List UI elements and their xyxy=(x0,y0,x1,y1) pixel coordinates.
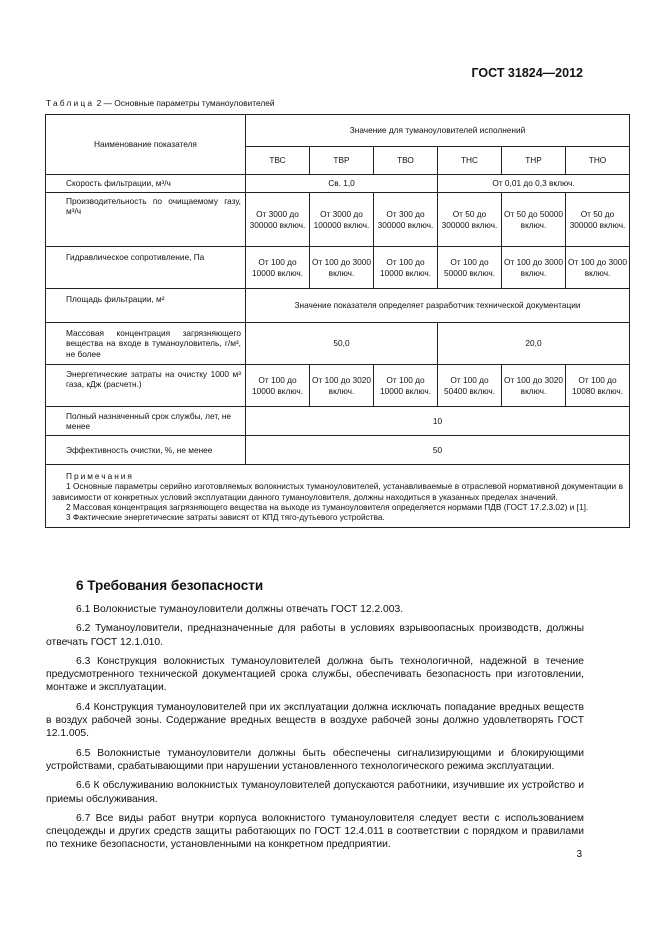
row-name: Скорость фильтрации, м³/ч xyxy=(46,175,246,193)
cell-value: От 50 до 300000 включ. xyxy=(438,193,502,247)
paragraph: 6.6 К обслуживанию волокнистых туманоуловителей допускаются работники, изучившие их устройство и приемы обслуживания. xyxy=(46,780,584,805)
standard-designation: ГОСТ 31824—2012 xyxy=(471,66,583,80)
cell-value: От 100 до 10000 включ. xyxy=(374,247,438,289)
version-header: ТНР xyxy=(502,147,566,175)
section-title: 6 Требования безопасности xyxy=(76,578,264,593)
row-name: Производительность по очищаемому газу, м³/ч xyxy=(46,193,246,247)
version-header: ТНО xyxy=(566,147,630,175)
cell-value: От 100 до 10080 включ. xyxy=(566,365,630,407)
note-item: 1 Основные параметры серийно изготовляемых волокнистых туманоуловителей, устанавливаемые в отраслевой нормативной документации в зависимости от конкретных условий эксплуатации данного туманоуловителя, должны находиться в указанных пределах значений. xyxy=(52,481,624,502)
parameters-table xyxy=(45,114,630,528)
cell-value: От 100 до 3000 включ. xyxy=(502,247,566,289)
table-caption xyxy=(46,98,275,108)
cell-value: От 300 до 300000 включ. xyxy=(374,193,438,247)
table-row xyxy=(46,436,630,465)
cell-value: 20,0 xyxy=(438,323,630,365)
cell-value: От 100 до 3020 включ. xyxy=(502,365,566,407)
cell-value: От 100 до 50000 включ. xyxy=(438,247,502,289)
cell-value: От 100 до 10000 включ. xyxy=(374,365,438,407)
cell-value: Св. 1,0 xyxy=(246,175,438,193)
cell-value: От 100 до 3000 включ. xyxy=(310,247,374,289)
version-header: ТВО xyxy=(374,147,438,175)
notes-title: Примечания xyxy=(66,471,134,481)
cell-value: От 100 до 10000 включ. xyxy=(246,247,310,289)
cell-value: От 100 до 3000 включ. xyxy=(566,247,630,289)
row-name: Эффективность очистки, %, не менее xyxy=(46,436,246,465)
version-header: ТВС xyxy=(246,147,310,175)
cell-value: От 3000 до 100000 включ. xyxy=(310,193,374,247)
cell-value: 10 xyxy=(246,407,630,436)
table-row xyxy=(46,323,630,365)
table-row xyxy=(46,365,630,407)
table-row xyxy=(46,289,630,323)
table-notes-row xyxy=(46,465,630,528)
section-body xyxy=(46,603,584,858)
cell-value: Значение показателя определяет разработчик технической документации xyxy=(246,289,630,323)
version-header: ТНС xyxy=(438,147,502,175)
table-row xyxy=(46,407,630,436)
paragraph: 6.3 Конструкция волокнистых туманоуловителей должна быть технологичной, надежной в течение предусмотренного технической документацией срока службы, обеспечивать безопасность при изготовлении, монтаже и эксплуатации. xyxy=(46,655,584,694)
table-row xyxy=(46,175,630,193)
col-values-header: Значение для туманоуловителей исполнений xyxy=(246,115,630,147)
note-item: 2 Массовая концентрация загрязняющего вещества на выходе из туманоуловителя определяется нормами ПДВ (ГОСТ 17.2.3.02) и [1]. xyxy=(66,501,589,512)
table-header-row xyxy=(46,115,630,147)
page-number: 3 xyxy=(576,849,582,860)
paragraph: 6.1 Волокнистые туманоуловители должны отвечать ГОСТ 12.2.003. xyxy=(76,604,404,615)
cell-value: От 100 до 50400 включ. xyxy=(438,365,502,407)
table-caption-prefix: Таблица xyxy=(46,98,95,108)
paragraph: 6.7 Все виды работ внутри корпуса волокнистого туманоуловителя следует вести с использованием спецодежды и других средств защиты работающих по ГОСТ 12.4.011 в соответствии с порядком и правилами по технике безопасности, установленными на конкретном предприятии. xyxy=(46,812,584,851)
col-name-header: Наименование показателя xyxy=(46,115,246,175)
cell-value: От 50 до 50000 включ. xyxy=(502,193,566,247)
note-item: 3 Фактические энергетические затраты зависят от КПД тяго-дутьевого устройства. xyxy=(66,512,385,523)
cell-value: От 0,01 до 0,3 включ. xyxy=(438,175,630,193)
table-caption-number: 2 xyxy=(96,98,102,108)
cell-value: От 3000 до 300000 включ. xyxy=(246,193,310,247)
row-name: Массовая концентрация загрязняющего вещества на входе в туманоуловитель, г/м³, не более xyxy=(46,323,246,365)
version-header: ТВР xyxy=(310,147,374,175)
table-row xyxy=(46,193,630,247)
paragraph: 6.5 Волокнистые туманоуловители должны быть обеспечены сигнализирующими и блокирующими устройствами, срабатывающими при нарушении установленного технологического режима эксплуатации. xyxy=(46,747,584,772)
table-notes xyxy=(46,465,630,528)
table-caption-title: — Основные параметры туманоуловителей xyxy=(103,98,275,108)
cell-value: 50,0 xyxy=(246,323,438,365)
cell-value: От 100 до 10000 включ. xyxy=(246,365,310,407)
row-name: Гидравлическое сопротивление, Па xyxy=(46,247,246,289)
cell-value: От 50 до 300000 включ. xyxy=(566,193,630,247)
row-name: Энергетические затраты на очистку 1000 м³ газа, кДж (расчетн.) xyxy=(46,365,246,407)
paragraph: 6.4 Конструкция туманоуловителей при их эксплуатации должна исключать попадание вредных веществ в воздух рабочей зоны. Содержание вредных веществ в воздухе рабочей зоны должно удовлетворять ГОСТ 12.1.005. xyxy=(46,701,584,740)
cell-value: От 100 до 3020 включ. xyxy=(310,365,374,407)
row-name: Площадь фильтрации, м² xyxy=(46,289,246,323)
paragraph: 6.2 Туманоуловители, предназначенные для работы в условиях взрывоопасных производств, должны отвечать ГОСТ 12.1.010. xyxy=(46,623,584,648)
cell-value: 50 xyxy=(246,436,630,465)
row-name: Полный назначенный срок службы, лет, не менее xyxy=(46,407,246,436)
table-row xyxy=(46,247,630,289)
